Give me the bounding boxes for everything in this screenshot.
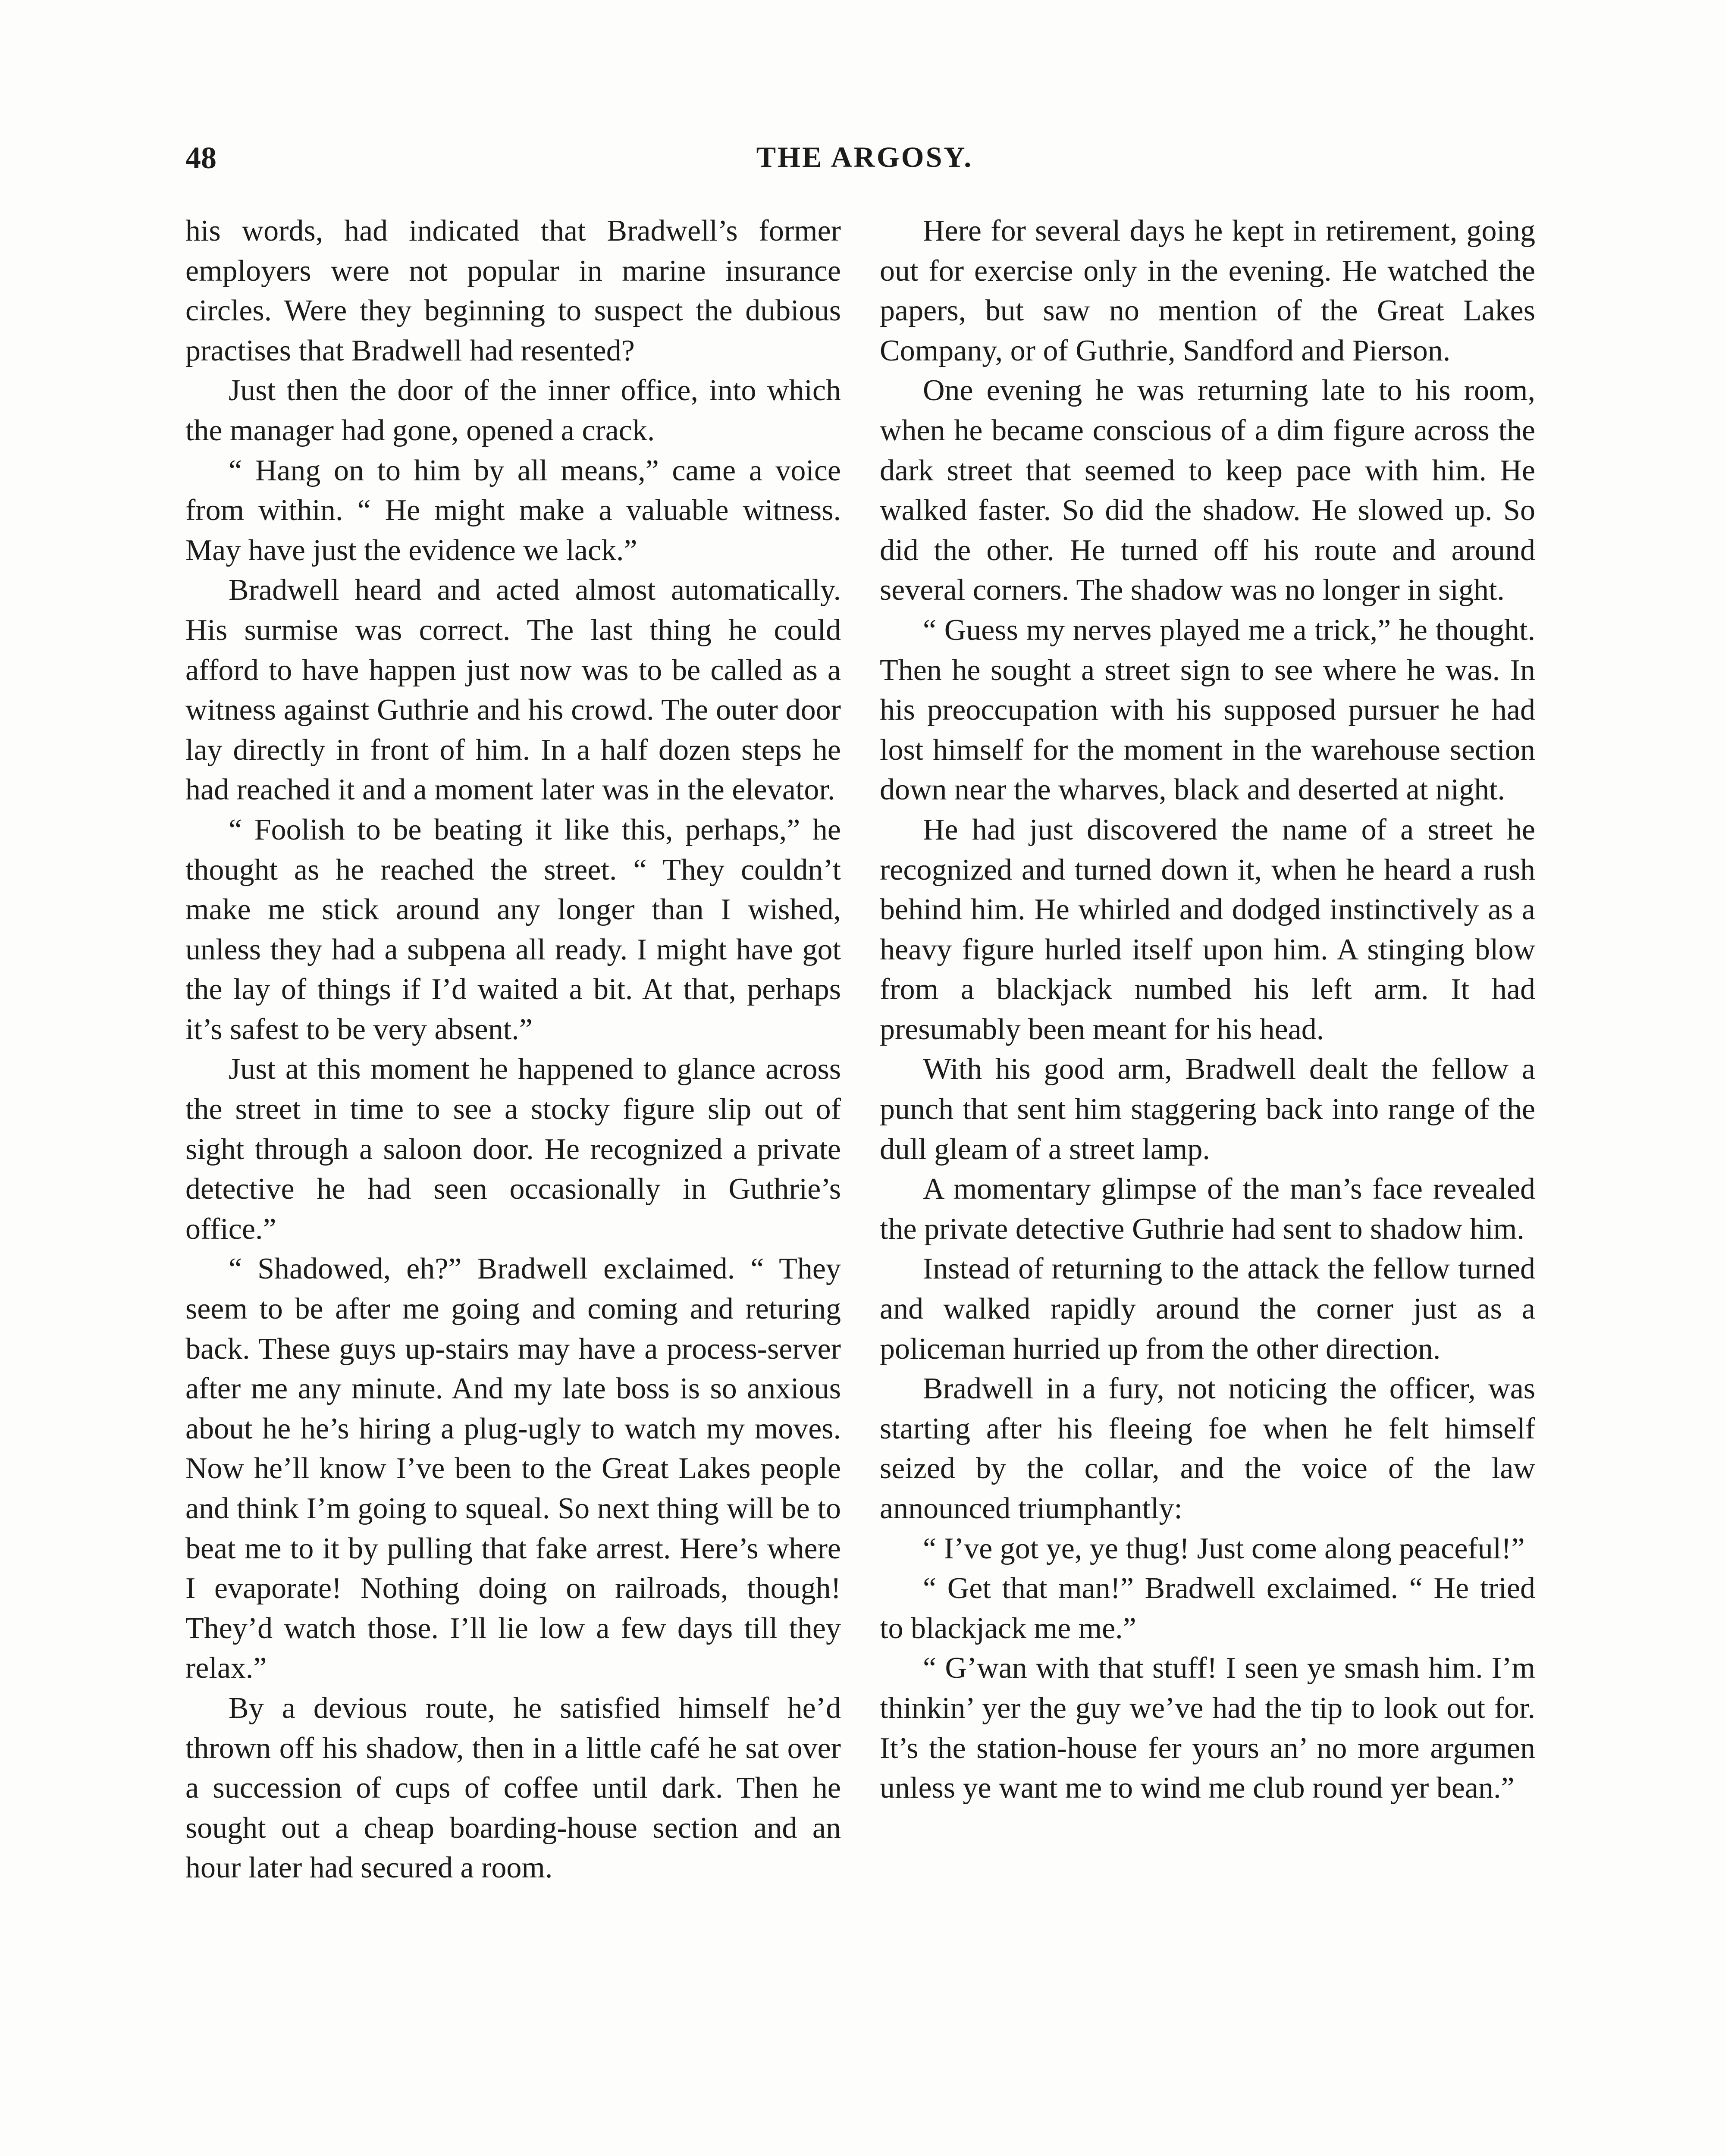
paragraph: Here for several days he kept in retirement, going out for exercise only in the evening. He watched the papers, but saw no mention of the Great Lakes Company, or of Guthrie, Sandford and Pierson. <box>880 214 1535 367</box>
paragraph: Bradwell heard and acted almost automatically. His surmise was correct. The last thing he could afford to have happen just now was to be called as a witness against Guthrie and his crowd. The outer door lay directly in front of him. In a half dozen steps he had reached it and a moment later was in the elevator. <box>185 573 841 807</box>
paragraph: “ Hang on to him by all means,” came a voice from within. “ He might make a valuable witness. May have just the evidence we lack.” <box>185 454 841 567</box>
paragraph: “ I’ve got ye, ye thug! Just come along peaceful!” <box>923 1532 1525 1565</box>
paragraph: Bradwell in a fury, not noticing the officer, was starting after his fleeing foe when he felt himself seized by the collar, and the voice of the law announced triumphantly: <box>880 1372 1535 1525</box>
paragraph: A momentary glimpse of the man’s face revealed the private detective Guthrie had sent to shadow him. <box>880 1172 1535 1246</box>
paragraph: With his good arm, Bradwell dealt the fellow a punch that sent him staggering back into range of the dull gleam of a street lamp. <box>880 1053 1535 1166</box>
running-title: THE ARGOSY. <box>756 141 973 173</box>
paragraph: “ G’wan with that stuff! I seen ye smash him. I’m thinkin’ yer the guy we’ve had the tip to look out for. It’s the station-house fer yours an’ no more argumen unless ye want me to wind me club round yer bean.” <box>880 1651 1535 1805</box>
paragraph: Just then the door of the inner office, into which the manager had gone, opened a crack. <box>185 374 841 447</box>
page-number: 48 <box>185 141 216 175</box>
paragraph: One evening he was returning late to his room, when he became conscious of a dim figure across the dark street that seemed to keep pace with him. He walked faster. So did the shadow. He slowed up. So did the other. He turned off his route and around several corners. The shadow was no longer in sight. <box>880 374 1535 607</box>
paragraph: his words, had indicated that Bradwell’s former employers were not popular in marine insurance circles. Were they beginning to suspect the dubious practises that Bradwell had resented? <box>185 214 841 367</box>
paragraph: “ Foolish to be beating it like this, perhaps,” he thought as he reached the street. “ They couldn’t make me stick around any longer than I wished, unless they had a subpena all ready. I might have got the lay of things if I’d waited a bit. At that, perhaps it’s safest to be very absent.” <box>185 813 841 1046</box>
paragraph: Just at this moment he happened to glance across the street in time to see a stocky figure slip out of sight through a saloon door. He recognized a private detective he had seen occasionally in Guthrie’s office.” <box>185 1053 841 1246</box>
paragraph: By a devious route, he satisfied himself he’d thrown off his shadow, then in a little café he sat over a succession of cups of coffee until dark. Then he sought out a cheap boarding-house section and an hour later had secured a room. <box>185 1691 841 1885</box>
paragraph: “ Shadowed, eh?” Bradwell exclaimed. “ They seem to be after me going and coming and returing back. These guys up-stairs may have a process-server after me any minute. And my late boss is so anxious about he he’s hiring a plug-ugly to watch my moves. Now he’ll know I’ve been to the Great Lakes people and think I’m going to squeal. So next thing will be to beat me to it by pulling that fake arrest. Here’s where I evaporate! Nothing doing on railroads, though! They’d watch those. I’ll lie low a few days till they relax.” <box>185 1252 841 1685</box>
paragraph: “ Guess my nerves played me a trick,” he thought. Then he sought a street sign to see where he was. In his preoccupation with his supposed pursuer he had lost himself for the moment in the warehouse section down near the wharves, black and deserted at night. <box>880 613 1535 807</box>
paragraph: “ Get that man!” Bradwell exclaimed. “ He tried to blackjack me me.” <box>880 1572 1535 1645</box>
paragraph: He had just discovered the name of a street he recognized and turned down it, when he heard a rush behind him. He whirled and dodged instinctively as a heavy figure hurled itself upon him. A stinging blow from a blackjack numbed his left arm. It had presumably been meant for his head. <box>880 813 1535 1046</box>
paragraph: Instead of returning to the attack the fellow turned and walked rapidly around the corner just as a policeman hurried up from the other direction. <box>880 1252 1535 1366</box>
right-column <box>880 211 1535 1808</box>
page-header <box>185 142 1544 198</box>
left-column <box>185 211 841 1888</box>
